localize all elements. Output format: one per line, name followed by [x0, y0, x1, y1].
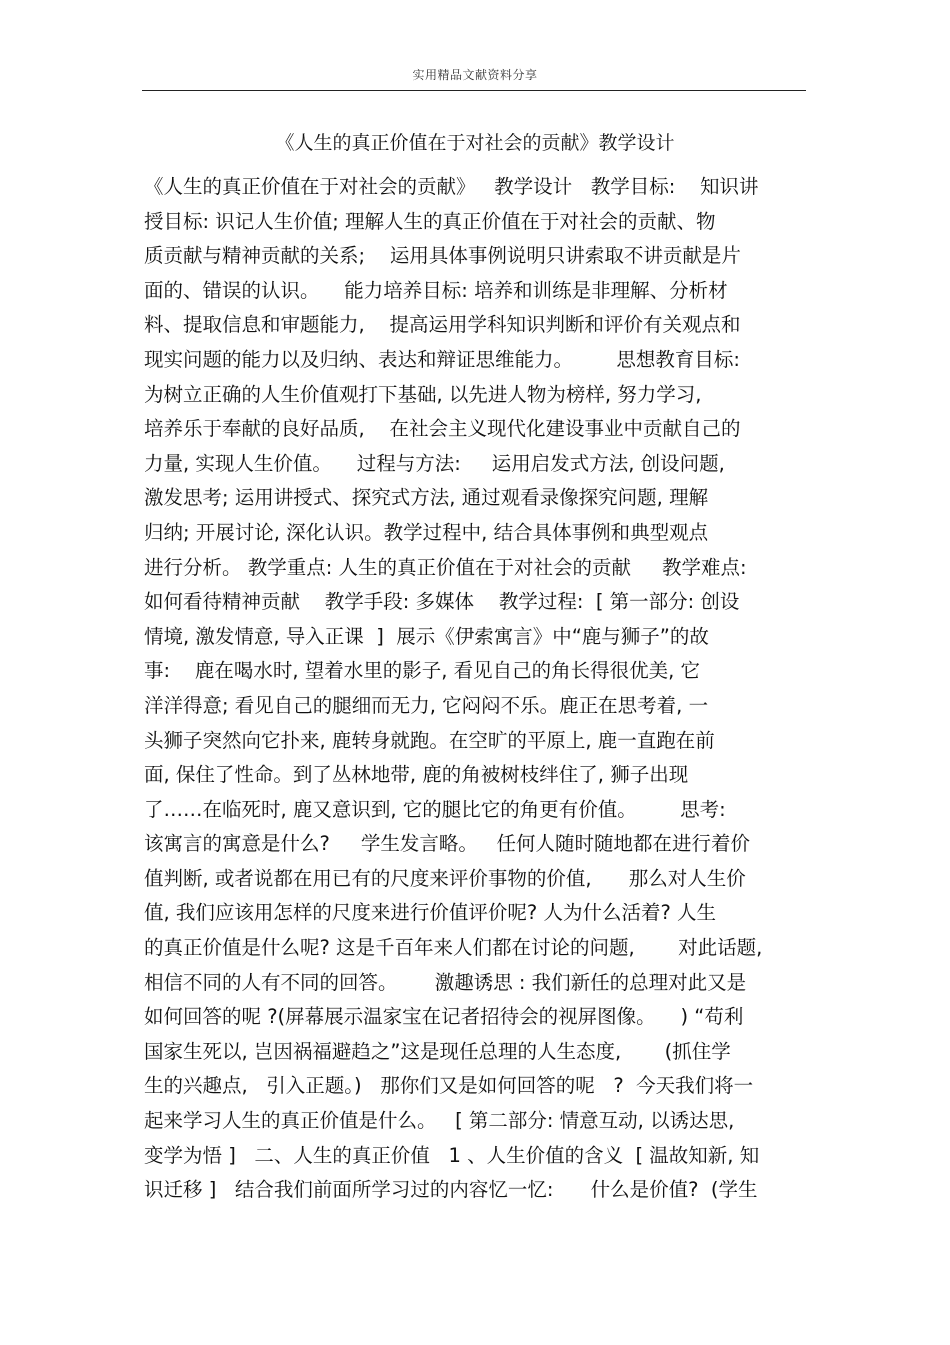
body-line: 值, 我们应该用怎样的尺度来进行价值评价呢? 人为什么活着? 人生 [144, 901, 716, 925]
body-line: 值判断, 或者说都在用已有的尺度来评价事物的价值, 那么对人生价 [144, 866, 746, 890]
body-line: 识迁移 ] 结合我们前面所学习过的内容忆一忆: 什么是价值? (学生 [144, 1178, 758, 1202]
body-line: 质贡献与精神贡献的关系; 运用具体事例说明只讲索取不讲贡献是片 [144, 244, 741, 268]
document-title: 《人生的真正价值在于对社会的贡献》教学设计 [275, 132, 675, 154]
body-line: 力量, 实现人生价值。 过程与方法: 运用启发式方法, 创设问题, [144, 451, 725, 475]
body-line: 相信不同的人有不同的回答。 激趣诱思 : 我们新任的总理对此又是 [144, 970, 747, 994]
body-line: 变学为悟 ] 二、人生的真正价值 1 、人生价值的含义 [ 温故知新, 知 [144, 1143, 760, 1167]
body-line: 面, 保住了性命。到了丛林地带, 鹿的角被树枝绊住了, 狮子出现 [144, 763, 689, 787]
body-line: 该寓言的寓意是什么? 学生发言略。 任何人随时随地都在进行着价 [144, 832, 750, 856]
body-line: 国家生死以, 岂因祸福避趋之”这是现任总理的人生态度, (抓住学 [144, 1039, 731, 1063]
body-line: 生的兴趣点, 引入正题。) 那你们又是如何回答的呢 ? 今天我们将一 [144, 1074, 754, 1098]
body-line: 起来学习人生的真正价值是什么。 [ 第二部分: 情意互动, 以诱达思, [144, 1109, 735, 1133]
document-body [144, 170, 824, 1208]
body-line: 为树立正确的人生价值观打下基础, 以先进人物为榜样, 努力学习, [144, 382, 702, 406]
body-line: 如何看待精神贡献 教学手段: 多媒体 教学过程: [ 第一部分: 创设 [144, 590, 740, 614]
body-line: 情境, 激发情意, 导入正课 ] 展示《伊索寓言》中“鹿与狮子”的故 [144, 624, 709, 648]
header-divider [142, 90, 806, 91]
body-line: 事: 鹿在喝水时, 望着水里的影子, 看见自己的角长得很优美, 它 [144, 659, 701, 683]
body-line: 了……在临死时, 鹿又意识到, 它的腿比它的角更有价值。 思考: [144, 797, 726, 821]
body-line: 的真正价值是什么呢? 这是千百年来人们都在讨论的问题, 对此话题, [144, 936, 763, 960]
body-line: 《人生的真正价值在于对社会的贡献》 教学设计 教学目标: 知识讲 [144, 175, 759, 198]
body-line: 授目标: 识记人生价值; 理解人生的真正价值在于对社会的贡献、物 [144, 209, 716, 233]
body-line: 料、提取信息和审题能力, 提高运用学科知识判断和评价有关观点和 [144, 313, 741, 337]
body-line: 头狮子突然向它扑来, 鹿转身就跑。在空旷的平原上, 鹿一直跑在前 [144, 728, 715, 752]
body-line: 培养乐于奉献的良好品质, 在社会主义现代化建设事业中贡献自己的 [144, 417, 741, 441]
body-line: 激发思考; 运用讲授式、探究式方法, 通过观看录像探究问题, 理解 [144, 486, 709, 510]
body-line: 现实问题的能力以及归纳、表达和辩证思维能力。 思想教育目标: [144, 347, 740, 371]
body-line: 如何回答的呢 ?(屏幕展示温家宝在记者招待会的视屏图像。 ) “苟利 [144, 1005, 744, 1029]
body-line: 洋洋得意; 看见自己的腿细而无力, 它闷闷不乐。鹿正在思考着, 一 [144, 693, 709, 717]
body-line: 进行分析。 教学重点: 人生的真正价值在于对社会的贡献 教学难点: [144, 555, 747, 579]
running-header: 实用精品文献资料分享 [412, 68, 538, 82]
body-line: 面的、错误的认识。 能力培养目标: 培养和训练是非理解、分析材 [144, 278, 728, 302]
body-line: 归纳; 开展讨论, 深化认识。教学过程中, 结合具体事例和典型观点 [144, 520, 709, 544]
